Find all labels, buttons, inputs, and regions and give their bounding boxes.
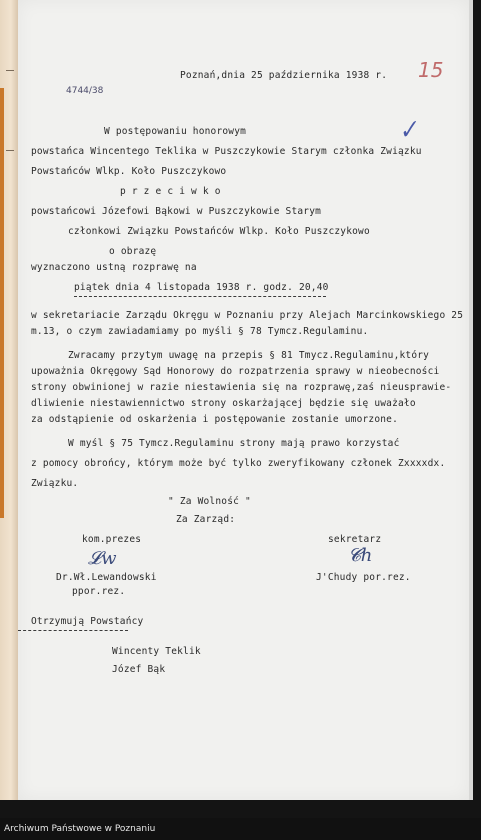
text-line: W myśl § 75 Tymcz.Regulaminu strony mają prawo korzystać xyxy=(68,438,400,449)
binding-edge xyxy=(0,88,4,518)
text-line: powstańcowi Józefowi Bąkowi w Puszczykowie Starym xyxy=(31,206,322,217)
text-line: w sekretariacie Zarządu Okręgu w Poznaniu przy Alejach Marcinkowskiego 25 xyxy=(31,310,464,321)
hearing-date-line: piątek dnia 4 listopada 1938 r. godz. 20,40 xyxy=(74,282,329,293)
za-zarzad: Za Zarząd: xyxy=(176,514,236,525)
pencil-number: 4744/38 xyxy=(66,86,104,96)
text-line: Związku. xyxy=(31,478,79,489)
left-signatory-role: kom.prezes xyxy=(82,534,142,545)
recipient: Wincenty Teklik xyxy=(112,646,201,657)
right-signature: 𝓒h xyxy=(348,545,373,566)
text-line: wyznaczono ustną rozprawę na xyxy=(31,262,197,273)
left-signatory-name: Dr.Wł.Lewandowski xyxy=(56,572,157,583)
blue-checkmark: ✓ xyxy=(395,114,421,146)
text-line: p r z e c i w k o xyxy=(120,186,221,197)
archive-footer xyxy=(0,818,481,840)
right-signatory-role: sekretarz xyxy=(328,534,382,545)
text-line: za odstąpienie od oskarżenia i postępowanie zostanie umorzone. xyxy=(31,414,399,425)
archive-name: Archiwum Państwowe w Poznaniu xyxy=(4,824,156,834)
underline xyxy=(18,630,128,632)
strip-mark xyxy=(6,70,14,75)
left-signatory-rank: ppor.rez. xyxy=(72,586,126,597)
text-line: powstańca Wincentego Teklika w Puszczykowie Starym członka Związku xyxy=(31,146,422,157)
date-line: Poznań,dnia 25 października 1938 r. xyxy=(180,70,388,81)
text-line: o obrazę xyxy=(109,246,157,257)
underline xyxy=(74,296,326,298)
text-line: Zwracamy przytym uwagę na przepis § 81 Tmycz.Regulaminu,który xyxy=(68,350,430,361)
text-line: z pomocy obrońcy, którym może być tylko zweryfikowany członek Zxxxxdx. xyxy=(31,458,446,469)
page-number: 15 xyxy=(418,58,444,82)
left-signature: 𝓛w xyxy=(88,548,117,569)
text-line: m.13, o czym zawiadamiamy po myśli § 78 Tymcz.Regulaminu. xyxy=(31,326,369,337)
text-line: Powstańców Wlkp. Koło Puszczykowo xyxy=(31,166,227,177)
recipient: Józef Bąk xyxy=(112,664,166,675)
text-line: dliwienie niestawiennictwo strony oskarżającej będzie się uważało xyxy=(31,398,416,409)
page-edge xyxy=(469,0,473,800)
recipients-header: Otrzymują Powstańcy xyxy=(31,616,144,627)
right-signatory-name: J'Chudy por.rez. xyxy=(316,572,411,583)
text-line: członkowi Związku Powstańców Wlkp. Koło Puszczykowo xyxy=(68,226,370,237)
text-line: strony obwinionej w razie niestawienia się na rozprawę,zaś nieusprawie- xyxy=(31,382,452,393)
slogan: " Za Wolność " xyxy=(168,496,251,507)
text-line: W postępowaniu honorowym xyxy=(104,126,247,137)
strip-mark xyxy=(6,150,14,155)
text-line: upoważnia Okręgowy Sąd Honorowy do rozpatrzenia sprawy w nieobecności xyxy=(31,366,440,377)
